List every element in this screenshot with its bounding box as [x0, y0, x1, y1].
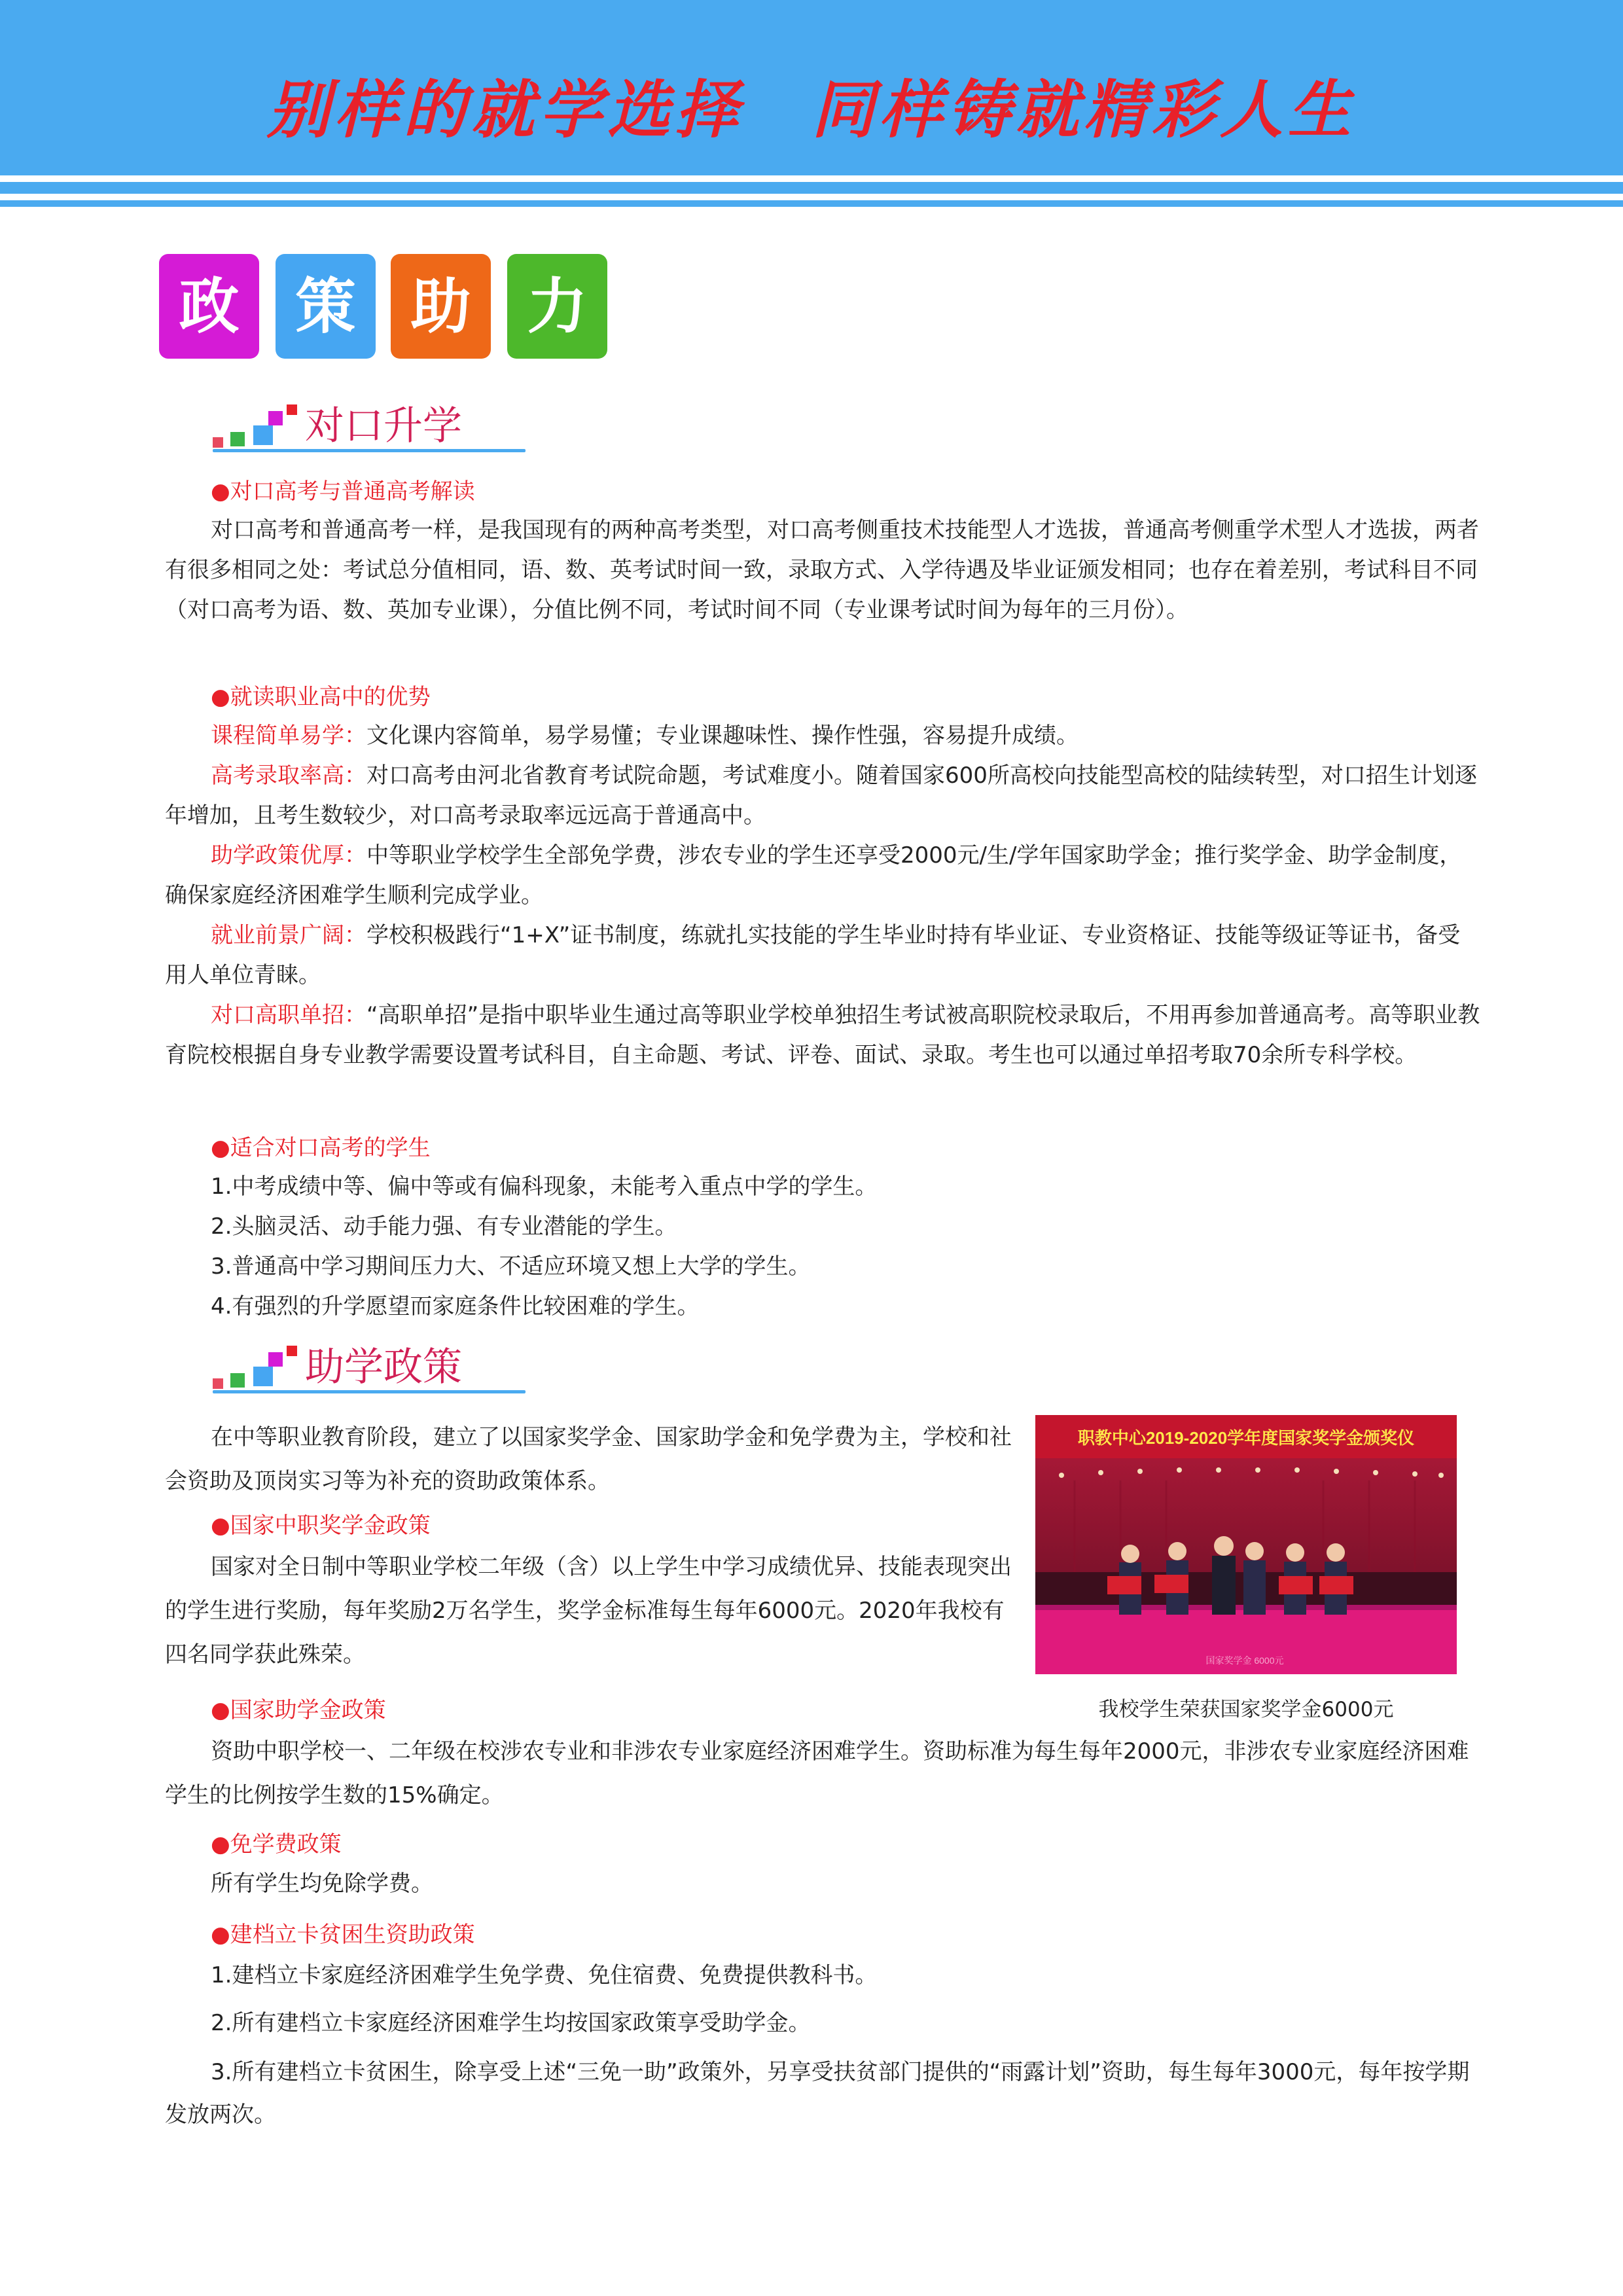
policy-block-ce: 策	[276, 254, 376, 359]
advantage-item: 高考录取率高：对口高考由河北省教育考试院命题，考试难度小。随着国家600所高校向技能型高校的陆续转型，对口招生计划逐年增加，且考生数较少，对口高考录取率远远高于普通高中。	[165, 762, 1477, 829]
policy-block-zheng: 政	[159, 254, 259, 359]
section-title-duikou: 对口升学	[305, 403, 462, 449]
list-item: 2.所有建档立卡家庭经济困难学生均按国家政策享受助学金。	[211, 2010, 811, 2036]
award-ceremony-photo	[1035, 1415, 1457, 1674]
list-item: 3.普通高中学习期间压力大、不适应环境又想上大学的学生。	[211, 1253, 811, 1280]
header-divider	[0, 194, 1623, 200]
header-banner	[0, 0, 1623, 175]
photo-caption: 我校学生荣获国家奖学金6000元	[1098, 1698, 1394, 1721]
section-title-zhuxue: 助学政策	[305, 1344, 462, 1390]
advantage-item: 助学政策优厚：中等职业学校学生全部免学费，涉农专业的学生还享受2000元/生/学年国家助学金；推行奖学金、助学金制度，确保家庭经济困难学生顺利完成学业。	[165, 842, 1462, 908]
subheading-interpretation: ●对口高考与普通高考解读	[211, 478, 475, 505]
header-title: 别样的就学选择 同样铸就精彩人生	[267, 73, 1356, 147]
header-stripe	[0, 200, 1623, 207]
photo-banner-text: 职教中心2019-2020学年度国家奖学金颁奖仪	[1077, 1428, 1415, 1448]
advantage-item: 就业前景广阔：学校积极践行“1+X”证书制度，练就扎实技能的学生毕业时持有毕业证、专业资格证、技能等级证等证书，备受用人单位青睐。	[165, 922, 1461, 988]
subheading-poverty: ●建档立卡贫困生资助政策	[211, 1922, 475, 1948]
photo-board-text: 国家奖学金 6000元	[1205, 1655, 1284, 1666]
paragraph-interpretation: 对口高考和普通高考一样，是我国现有的两种高考类型，对口高考侧重技术技能型人才选拔，普通高考侧重学术型人才选拔，两者有很多相同之处：考试总分值相同，语、数、英考试时间一致，录取方式、入学待遇及毕业证颁发相同；也存在着差别，考试科目不同（对口高考为语、数、英加专业课），分值比例不同，考试时间不同（专业课考试时间为每年的三月份）。	[165, 517, 1479, 623]
subheading-suitable: ●适合对口高考的学生	[211, 1135, 431, 1161]
section-underline	[213, 449, 526, 452]
paragraph-grant: 资助中职学校一、二年级在校涉农专业和非涉农专业家庭经济困难学生。资助标准为每生每年2000元，非涉农专业家庭经济困难学生的比例按学生数的15%确定。	[165, 1738, 1469, 1808]
advantage-item: 对口高职单招：“高职单招”是指中职毕业生通过高等职业学校单独招生考试被高职院校录取后，不用再参加普通高考。高等职业教育院校根据自身专业教学需要设置考试科目，自主命题、考试、评卷、面试、录取。考生也可以通过单招考取70余所专科学校。	[165, 1002, 1480, 1068]
header-divider	[0, 175, 1623, 182]
list-item: 2.头脑灵活、动手能力强、有专业潜能的学生。	[211, 1213, 677, 1240]
policy-block-li: 力	[507, 254, 607, 359]
subheading-grant: ●国家助学金政策	[211, 1697, 386, 1723]
section-underline	[213, 1390, 526, 1393]
subheading-scholarship: ●国家中职奖学金政策	[211, 1513, 431, 1539]
policy-block-zhu: 助	[391, 254, 491, 359]
list-item: 3.所有建档立卡贫困生，除享受上述“三免一助”政策外，另享受扶贫部门提供的“雨露计划”资助，每生每年3000元，每年按学期发放两次。	[165, 2059, 1470, 2128]
list-item: 1.建档立卡家庭经济困难学生免学费、免住宿费、免费提供教科书。	[211, 1962, 878, 1988]
advantage-item: 课程简单易学：文化课内容简单，易学易懂；专业课趣味性、操作性强，容易提升成绩。	[211, 723, 1079, 749]
paragraph-scholarship: 国家对全日制中等职业学校二年级（含）以上学生中学习成绩优异、技能表现突出的学生进行奖励，每年奖励2万名学生，奖学金标准每生每年6000元。2020年我校有四名同学获此殊荣。	[165, 1554, 1012, 1668]
paragraph-free-tuition: 所有学生均免除学费。	[211, 1871, 433, 1897]
list-item: 1.中考成绩中等、偏中等或有偏科现象，未能考入重点中学的学生。	[211, 1174, 878, 1200]
header-stripe	[0, 182, 1623, 194]
subheading-free-tuition: ●免学费政策	[211, 1831, 342, 1857]
subheading-advantages: ●就读职业高中的优势	[211, 684, 431, 710]
paragraph-aid-intro: 在中等职业教育阶段，建立了以国家奖学金、国家助学金和免学费为主，学校和社会资助及顶岗实习等为补充的资助政策体系。	[165, 1424, 1012, 1494]
list-item: 4.有强烈的升学愿望而家庭条件比较困难的学生。	[211, 1293, 700, 1319]
